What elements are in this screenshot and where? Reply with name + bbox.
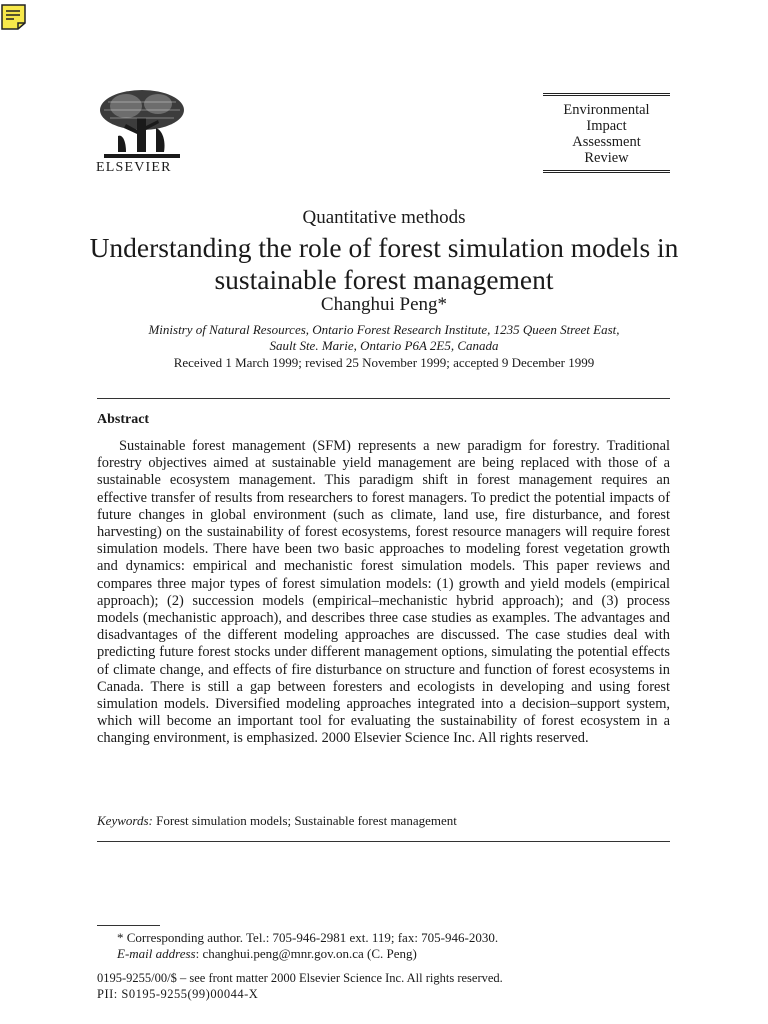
email-note (117, 946, 417, 962)
note-icon[interactable] (0, 3, 27, 31)
journal-name-line: Impact (586, 118, 627, 134)
corresponding-author-note: * Corresponding author. Tel.: 705-946-2981 ext. 119; fax: 705-946-2030. (117, 930, 499, 945)
article-author: Changhui Peng* (320, 294, 448, 315)
author-affiliation (96, 322, 672, 354)
abstract-text: Sustainable forest management (SFM) represents a new paradigm for forestry. Traditional forestry objectives aimed at sustainable yield management are being replaced with those of a sustainable ecosystem management. This paradigm shift in forest management requires an effective transfer of results from researchers to forest managers. To predict the potential impacts of future changes in global environment (such as climate, land use, fire disturbance, and forest harvesting) on the sustainability of forest ecosystems, forest resource managers will require forest simulation models. There have been two basic approaches to modeling forest vegetation growth and dynamics: empirical and mechanistic forest simulation models. This paper reviews and compares three major types of forest simulation models: (1) growth and yield models (empirical approach); (2) succession models (empirical–mechanistic hybrid approach); and (3) process models (mechanistic approach), and describes three case studies as examples. The advantages and disadvantages of the different modeling approaches are discussed. The case studies deal with predicting future forest stocks under different management options, simulating the potential effects of climate change, and effects of fire disturbance on structure and function of forest ecosystems in Canada. There is still a gap between foresters and ecologists in developing and using forest simulation models. Diversified modeling approaches integrated into a decision–support system, which will become an important tool for evaluating the sustainability of forest ecosystem in a changing environment, is emphasized. 2000 Elsevier Science Inc. All rights reserved. (97, 438, 670, 747)
journal-name-line: Review (584, 150, 629, 166)
footnote-divider (97, 925, 160, 926)
article-section: Quantitative methods (302, 207, 466, 228)
email-text: : changhui.peng@mnr.gov.on.ca (C. Peng) (195, 946, 417, 961)
bottom-divider (97, 841, 670, 842)
keywords (97, 813, 670, 829)
affiliation-line: Sault Ste. Marie, Ontario P6A 2E5, Canada (269, 338, 499, 353)
copyright-line: 0195-9255/00/$ – see front matter 2000 Elsevier Science Inc. All rights reserved. (97, 971, 503, 985)
elsevier-tree-logo-icon (96, 88, 188, 160)
journal-name-line: Assessment (572, 134, 641, 150)
top-divider (97, 398, 670, 399)
publisher-name: ELSEVIER (96, 160, 172, 175)
received-dates: Received 1 March 1999; revised 25 November 1999; accepted 9 December 1999 (173, 355, 595, 370)
article-title: Understanding the role of forest simulation models in sustainable forest management (89, 232, 679, 295)
email-label: E-mail address (117, 946, 196, 961)
keywords-label: Keywords: (97, 813, 153, 828)
publisher-logo (96, 88, 188, 176)
journal-name-box (543, 93, 670, 173)
journal-name-line: Environmental (563, 102, 650, 118)
affiliation-line: Ministry of Natural Resources, Ontario Forest Research Institute, 1235 Queen Street East, (148, 322, 620, 337)
keywords-text: Forest simulation models; Sustainable forest management (156, 813, 457, 828)
pii-line: PII: S0195-9255(99)00044-X (97, 987, 259, 1001)
abstract-heading: Abstract (97, 412, 150, 427)
